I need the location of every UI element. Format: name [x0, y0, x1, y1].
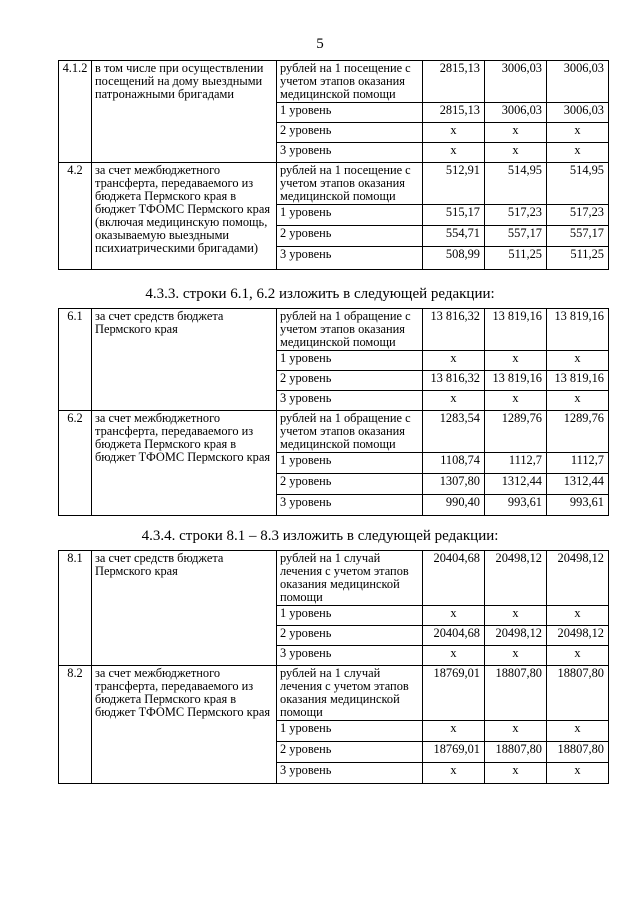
value-cell: 13 819,16 — [547, 371, 609, 391]
level-label: 1 уровень — [277, 351, 423, 371]
value-cell: 993,61 — [485, 495, 547, 516]
value-cell: x — [485, 721, 547, 742]
value-cell: x — [423, 721, 485, 742]
value-cell: 18769,01 — [423, 666, 485, 721]
level-label: 2 уровень — [277, 742, 423, 763]
row-unit: рублей на 1 обращение с учетом этапов оказания медицинской помощи — [277, 411, 423, 453]
value-cell: x — [423, 123, 485, 143]
value-cell: 13 816,32 — [423, 309, 485, 351]
table-row — [59, 61, 609, 103]
value-cell: 1289,76 — [547, 411, 609, 453]
level-label: 1 уровень — [277, 606, 423, 626]
row-unit: рублей на 1 обращение с учетом этапов оказания медицинской помощи — [277, 309, 423, 351]
value-cell: 514,95 — [547, 163, 609, 205]
value-cell: 2815,13 — [423, 61, 485, 103]
row-description: в том числе при осуществлении посещений на дому выездными патронажными бригадами — [92, 61, 277, 163]
table-section-6 — [58, 308, 609, 516]
value-cell: 508,99 — [423, 247, 485, 270]
value-cell: 13 816,32 — [423, 371, 485, 391]
value-cell: x — [423, 391, 485, 411]
row-code: 8.1 — [59, 551, 92, 666]
value-cell: x — [485, 123, 547, 143]
value-cell: x — [485, 391, 547, 411]
value-cell: 18807,80 — [547, 666, 609, 721]
row-unit: рублей на 1 случай лечения с учетом этапов оказания медицинской помощи — [277, 551, 423, 606]
value-cell: 3006,03 — [485, 103, 547, 123]
value-cell: 557,17 — [485, 226, 547, 247]
level-label: 3 уровень — [277, 495, 423, 516]
value-cell: 515,17 — [423, 205, 485, 226]
value-cell: 554,71 — [423, 226, 485, 247]
level-label: 3 уровень — [277, 763, 423, 784]
value-cell: 1112,7 — [485, 453, 547, 474]
section-heading-4-3-4: 4.3.4. строки 8.1 – 8.3 изложить в следующей редакции: — [141, 528, 499, 544]
level-label: 3 уровень — [277, 391, 423, 411]
value-cell: 512,91 — [423, 163, 485, 205]
value-cell: 514,95 — [485, 163, 547, 205]
value-cell: x — [485, 351, 547, 371]
value-cell: 1312,44 — [485, 474, 547, 495]
level-label: 1 уровень — [277, 453, 423, 474]
row-unit: рублей на 1 случай лечения с учетом этапов оказания медицинской помощи — [277, 666, 423, 721]
level-label: 3 уровень — [277, 143, 423, 163]
row-description: за счет средств бюджета Пермского края — [92, 551, 277, 666]
level-label: 3 уровень — [277, 247, 423, 270]
row-description: за счет средств бюджета Пермского края — [92, 309, 277, 411]
level-label: 2 уровень — [277, 474, 423, 495]
value-cell: 20498,12 — [547, 626, 609, 646]
table-row — [59, 163, 609, 205]
table-row — [59, 411, 609, 453]
value-cell: 1289,76 — [485, 411, 547, 453]
value-cell: 20498,12 — [485, 551, 547, 606]
value-cell: x — [547, 391, 609, 411]
table-row — [59, 309, 609, 351]
row-description: за счет межбюджетного трансферта, передаваемого из бюджета Пермского края в бюджет ТФОМС Пермского края — [92, 666, 277, 784]
value-cell: 20498,12 — [485, 626, 547, 646]
value-cell: 557,17 — [547, 226, 609, 247]
row-code: 4.1.2 — [59, 61, 92, 163]
level-label: 3 уровень — [277, 646, 423, 666]
value-cell: 20404,68 — [423, 551, 485, 606]
value-cell: 13 819,16 — [485, 309, 547, 351]
value-cell: 13 819,16 — [485, 371, 547, 391]
value-cell: x — [547, 123, 609, 143]
level-label: 2 уровень — [277, 226, 423, 247]
value-cell: 18807,80 — [485, 742, 547, 763]
value-cell: 993,61 — [547, 495, 609, 516]
value-cell: x — [547, 721, 609, 742]
value-cell: x — [485, 143, 547, 163]
section-heading-4-3-3: 4.3.3. строки 6.1, 6.2 изложить в следующей редакции: — [145, 286, 495, 302]
value-cell: 1283,54 — [423, 411, 485, 453]
row-description: за счет межбюджетного трансферта, передаваемого из бюджета Пермского края в бюджет ТФОМС Пермского края — [92, 411, 277, 516]
row-code: 4.2 — [59, 163, 92, 270]
value-cell: x — [485, 646, 547, 666]
value-cell: 18807,80 — [547, 742, 609, 763]
level-label: 2 уровень — [277, 626, 423, 646]
level-label: 1 уровень — [277, 205, 423, 226]
value-cell: x — [423, 143, 485, 163]
value-cell: 13 819,16 — [547, 309, 609, 351]
table-section-8 — [58, 550, 609, 784]
value-cell: 1312,44 — [547, 474, 609, 495]
value-cell: x — [423, 351, 485, 371]
value-cell: 20404,68 — [423, 626, 485, 646]
value-cell: 3006,03 — [547, 61, 609, 103]
value-cell: 3006,03 — [547, 103, 609, 123]
table-row — [59, 666, 609, 721]
value-cell: x — [485, 763, 547, 784]
value-cell: 990,40 — [423, 495, 485, 516]
row-code: 6.1 — [59, 309, 92, 411]
row-unit: рублей на 1 посещение с учетом этапов оказания медицинской помощи — [277, 163, 423, 205]
table-section-4-1-2 — [58, 60, 609, 270]
value-cell: x — [423, 763, 485, 784]
value-cell: 20498,12 — [547, 551, 609, 606]
level-label: 1 уровень — [277, 103, 423, 123]
value-cell: 1112,7 — [547, 453, 609, 474]
value-cell: 517,23 — [485, 205, 547, 226]
level-label: 2 уровень — [277, 123, 423, 143]
value-cell: x — [423, 646, 485, 666]
table-row — [59, 551, 609, 606]
value-cell: 18807,80 — [485, 666, 547, 721]
row-unit: рублей на 1 посещение с учетом этапов оказания медицинской помощи — [277, 61, 423, 103]
value-cell: 1307,80 — [423, 474, 485, 495]
row-code: 8.2 — [59, 666, 92, 784]
value-cell: 511,25 — [547, 247, 609, 270]
level-label: 2 уровень — [277, 371, 423, 391]
value-cell: x — [547, 351, 609, 371]
value-cell: 2815,13 — [423, 103, 485, 123]
value-cell: x — [547, 143, 609, 163]
value-cell: x — [547, 646, 609, 666]
value-cell: x — [547, 763, 609, 784]
level-label: 1 уровень — [277, 721, 423, 742]
value-cell: x — [485, 606, 547, 626]
value-cell: 1108,74 — [423, 453, 485, 474]
value-cell: 511,25 — [485, 247, 547, 270]
value-cell: x — [547, 606, 609, 626]
row-code: 6.2 — [59, 411, 92, 516]
value-cell: 18769,01 — [423, 742, 485, 763]
value-cell: 3006,03 — [485, 61, 547, 103]
value-cell: 517,23 — [547, 205, 609, 226]
page-number: 5 — [316, 36, 324, 52]
value-cell: x — [423, 606, 485, 626]
row-description: за счет межбюджетного трансферта, передаваемого из бюджета Пермского края в бюджет ТФОМС Пермского края (включая медицинскую помощь, оказываемую выездными психиатрическими бригадами) — [92, 163, 277, 270]
